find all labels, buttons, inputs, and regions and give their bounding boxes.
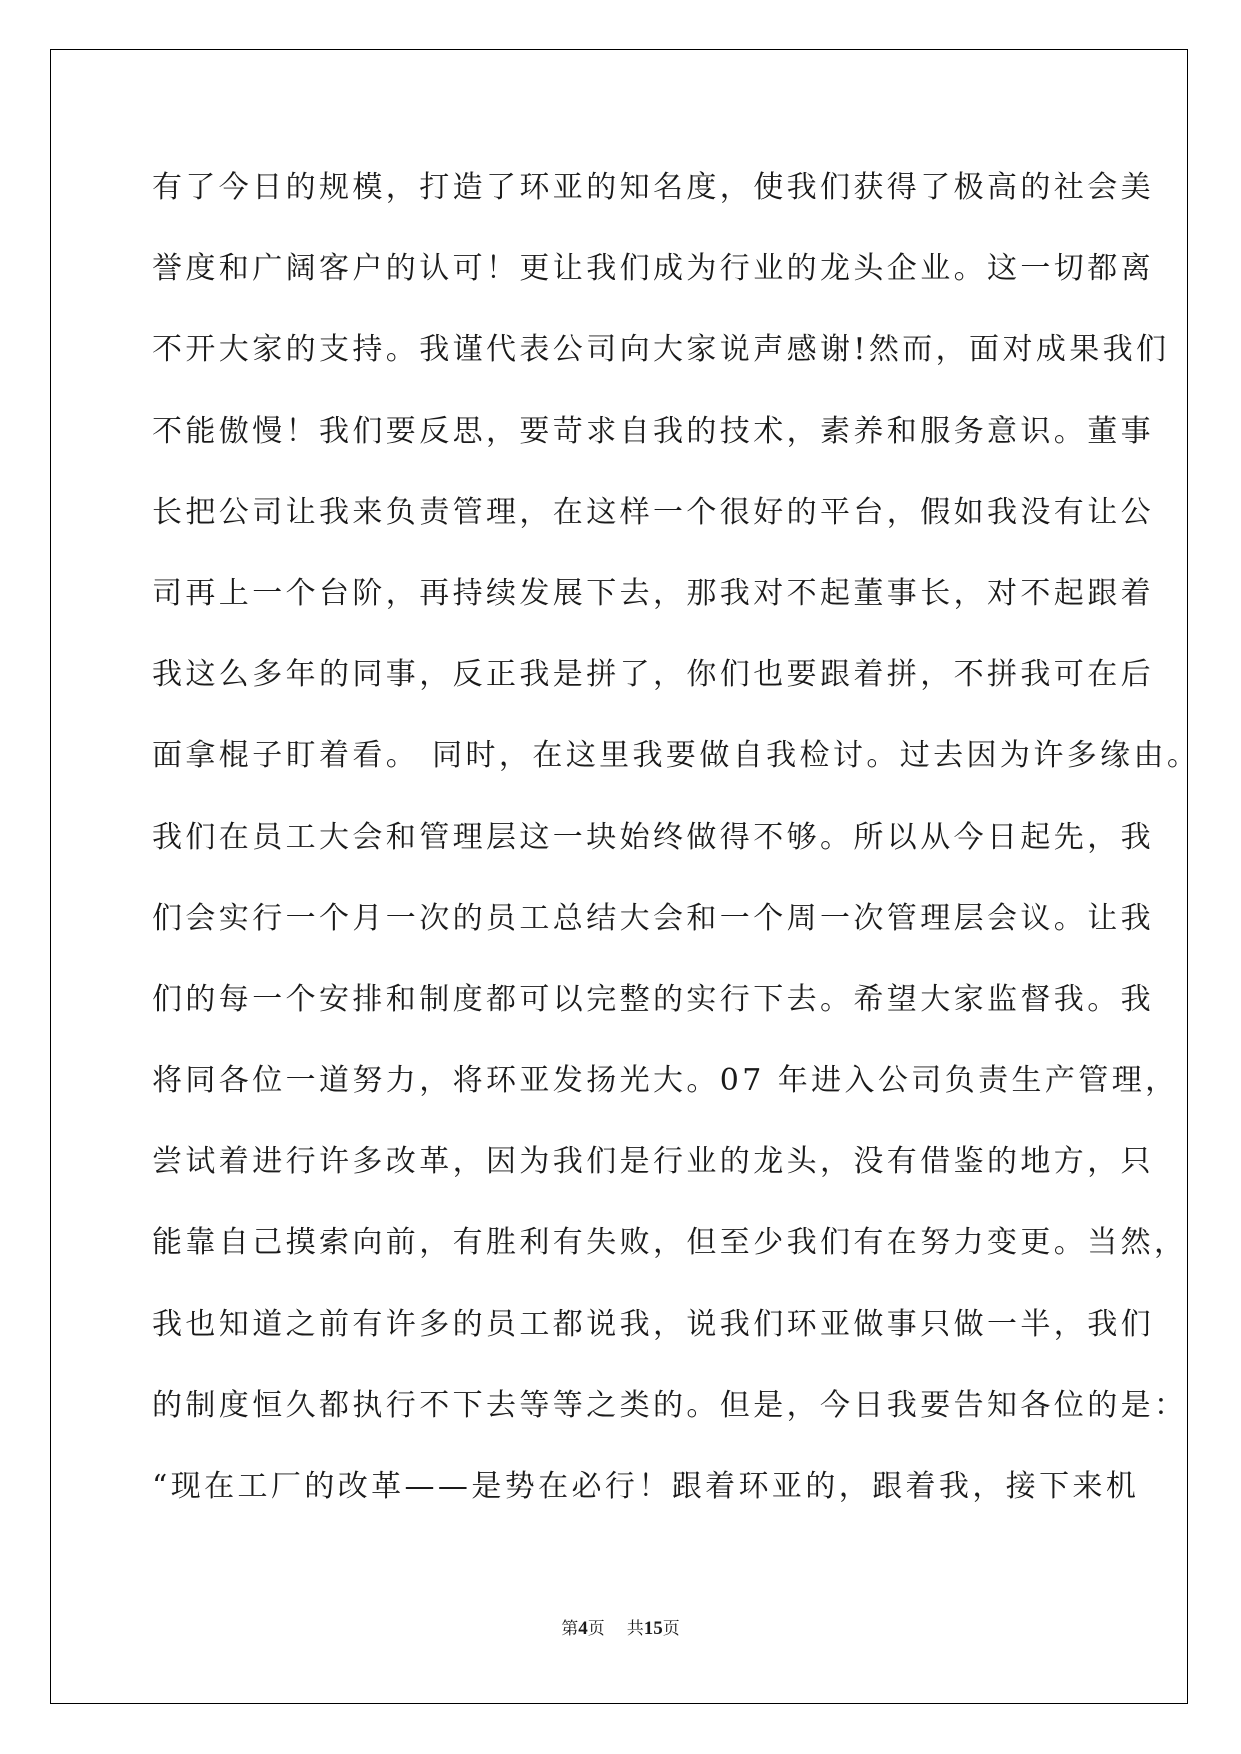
total-suffix: 页 [662,1619,680,1639]
text-line: 能靠自己摸索向前，有胜利有失败，但至少我们有在努力变更。当然， [152,1225,1188,1261]
page-number: 4 [578,1618,588,1639]
text-line: 我们在员工大会和管理层这一块始终做得不够。所以从今日起先，我 [152,819,1154,855]
total-prefix: 共 [626,1619,644,1639]
document-body [152,160,1201,1540]
page-suffix: 页 [587,1619,605,1639]
text-line: 司再上一个台阶，再持续发展下去，那我对不起董事长，对不起跟着 [152,575,1154,611]
page-footer [0,1617,1241,1641]
text-line: 不开大家的支持。我谨代表公司向大家说声感谢!然而，面对成果我们 [152,332,1170,368]
text-line: 我也知道之前有许多的员工都说我，说我们环亚做事只做一半，我们 [152,1306,1154,1342]
text-line: 誉度和广阔客户的认可！更让我们成为行业的龙头企业。这一切都离 [152,251,1154,287]
text-line: 们会实行一个月一次的员工总结大会和一个周一次管理层会议。让我 [152,900,1154,936]
total-pages: 15 [643,1618,663,1639]
text-line: 尝试着进行许多改革，因为我们是行业的龙头，没有借鉴的地方，只 [152,1144,1154,1180]
text-line: 将同各位一道努力，将环亚发扬光大。07 年进入公司负责生产管理， [152,1063,1179,1099]
text-line: 有了今日的规模，打造了环亚的知名度，使我们获得了极高的社会美 [152,170,1154,205]
page-prefix: 第 [561,1619,579,1639]
text-line: 我这么多年的同事，反正我是拼了，你们也要跟着拼，不拼我可在后 [152,657,1154,693]
text-line: 们的每一个安排和制度都可以完整的实行下去。希望大家监督我。我 [152,981,1154,1017]
text-line: 的制度恒久都执行不下去等等之类的。但是，今日我要告知各位的是： [152,1387,1188,1423]
text-line: 面拿棍子盯着看。 同时，在这里我要做自我检讨。过去因为许多缘由。 [152,738,1201,774]
text-line: 不能傲慢！我们要反思，要苛求自我的技术，素养和服务意识。董事 [152,413,1154,449]
text-line: “现在工厂的改革——是势在必行！跟着环亚的，跟着我，接下来机 [152,1469,1140,1504]
text-line: 长把公司让我来负责管理，在这样一个很好的平台，假如我没有让公 [152,494,1154,530]
